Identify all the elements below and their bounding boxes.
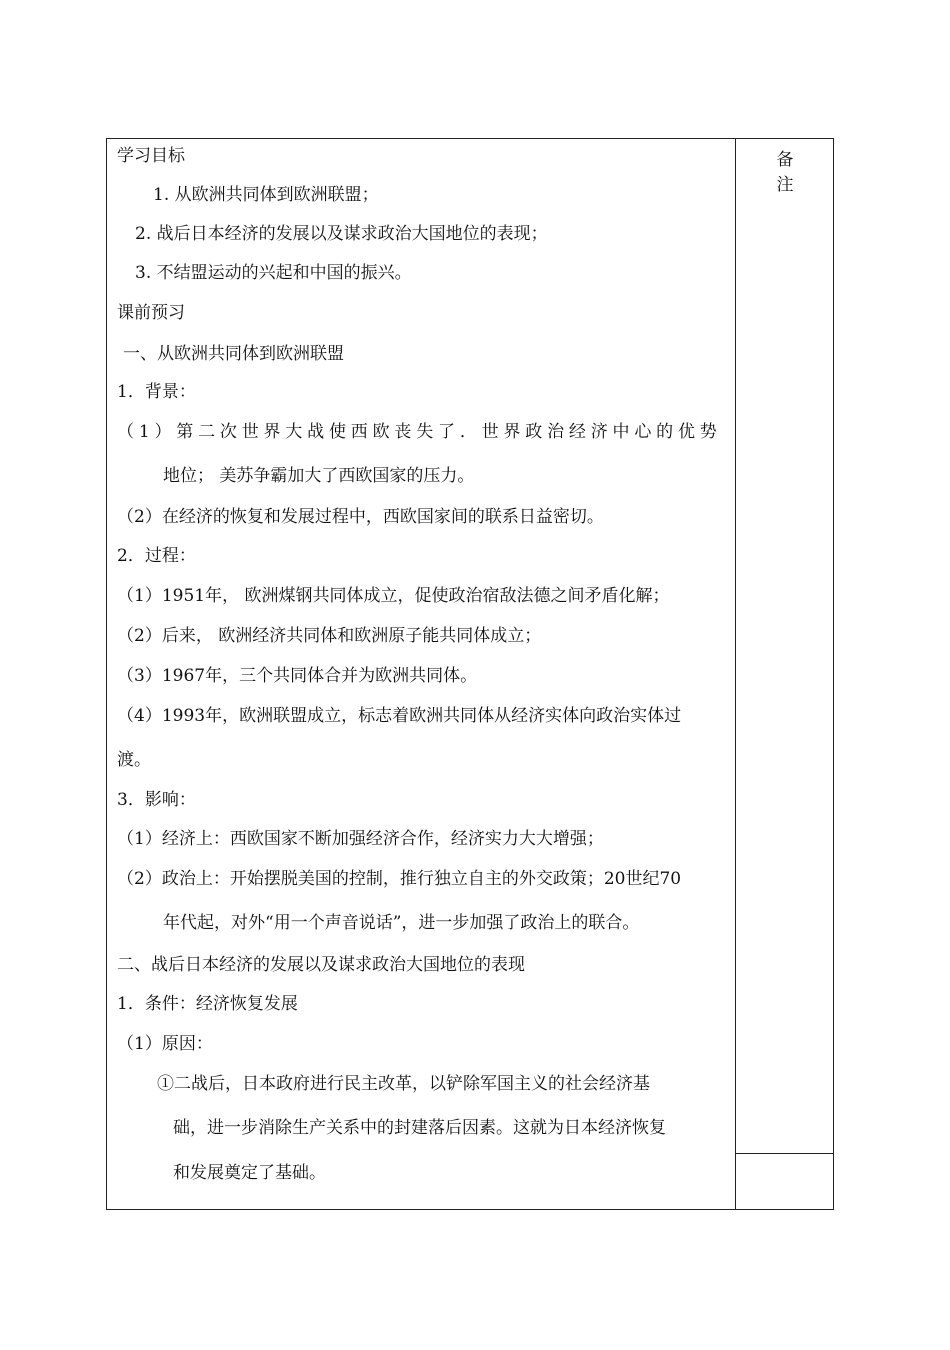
justified-char: 丧	[394, 422, 412, 442]
goal-item-2: 2. 战后日本经济的发展以及谋求政治大国地位的表现；	[135, 224, 548, 244]
subheading-background: 1．背景：	[117, 382, 196, 402]
process-point-1: （1）1951年， 欧洲煤钢共同体成立，促使政治宿敌法德之间矛盾化解；	[117, 586, 670, 606]
notes-header: 备 注	[776, 150, 812, 195]
impact-point-2: （2）政治上：开始摆脱美国的控制，推行独立自主的外交政策；20世纪70	[117, 869, 682, 889]
section-title-preview: 课前预习	[117, 303, 185, 323]
heading-part-1: 一、从欧洲共同体到欧洲联盟	[123, 344, 344, 364]
justified-char: 治	[547, 422, 565, 442]
justified-char: （	[117, 422, 134, 442]
goal-item-3: 3. 不结盟运动的兴起和中国的振兴。	[135, 263, 412, 283]
justified-char: 欧	[372, 422, 390, 442]
justified-char: 世	[241, 422, 259, 442]
background-point-1	[117, 421, 717, 443]
process-point-4-continued: 渡。	[117, 750, 151, 770]
background-point-2: （2）在经济的恢复和发展过程中，西欧国家间的联系日益密切。	[117, 507, 604, 527]
goal-item-1: 1. 从欧洲共同体到欧洲联盟；	[153, 185, 379, 205]
justified-char: 使	[328, 422, 346, 442]
justified-char: 政	[525, 422, 543, 442]
justified-char: 的	[656, 422, 674, 442]
justified-char: 济	[590, 422, 608, 442]
subheading-impact: 3．影响：	[117, 790, 196, 810]
subheading-process: 2．过程：	[117, 546, 196, 566]
column-divider	[735, 139, 736, 1209]
section-title-learning-goals: 学习目标	[117, 146, 185, 166]
background-point-1-continued: 地位； 美苏争霸加大了西欧国家的压力。	[163, 466, 475, 486]
justified-char: 中	[612, 422, 630, 442]
reason-item-1-continued-2: 和发展奠定了基础。	[173, 1163, 326, 1183]
justified-char: ）	[154, 422, 172, 442]
subheading-conditions: 1．条件：经济恢复发展	[117, 994, 298, 1014]
notes-cell-divider	[735, 1153, 833, 1154]
justified-char: 界	[263, 422, 281, 442]
impact-point-1: （1）经济上：西欧国家不断加强经济合作，经济实力大大增强；	[117, 829, 604, 849]
study-table	[106, 138, 834, 1210]
reason-item-1: ①二战后，日本政府进行民主改革，以铲除军国主义的社会经济基	[157, 1074, 650, 1094]
process-point-3: （3）1967年，三个共同体合并为欧洲共同体。	[117, 666, 478, 686]
justified-char: 心	[634, 422, 652, 442]
justified-char: 第	[176, 422, 194, 442]
heading-part-2: 二、战后日本经济的发展以及谋求政治大国地位的表现	[117, 955, 525, 975]
process-point-2: （2）后来， 欧洲经济共同体和欧洲原子能共同体成立；	[117, 626, 542, 646]
justified-char: 二	[198, 422, 216, 442]
justified-char: 失	[416, 422, 434, 442]
justified-char: 势	[699, 422, 717, 442]
justified-char: 优	[677, 422, 695, 442]
justified-char: 了	[438, 422, 456, 442]
justified-char: 界	[503, 422, 521, 442]
justified-char: 大	[285, 422, 303, 442]
conditions-reasons: （1）原因：	[117, 1034, 213, 1054]
process-point-4: （4）1993年，欧洲联盟成立，标志着欧洲共同体从经济实体向政治实体过	[117, 706, 682, 726]
justified-char: 次	[219, 422, 237, 442]
justified-char: 经	[568, 422, 586, 442]
reason-item-1-continued: 础，进一步消除生产关系中的封建落后因素。这就为日本经济恢复	[173, 1118, 666, 1138]
impact-point-2-continued: 年代起，对外“用一个声音说话”，进一步加强了政治上的联合。	[163, 913, 640, 933]
justified-char: ．	[459, 422, 477, 442]
justified-char: 世	[481, 422, 499, 442]
justified-char: 西	[350, 422, 368, 442]
justified-char: 1	[138, 422, 150, 442]
justified-char: 战	[307, 422, 325, 442]
